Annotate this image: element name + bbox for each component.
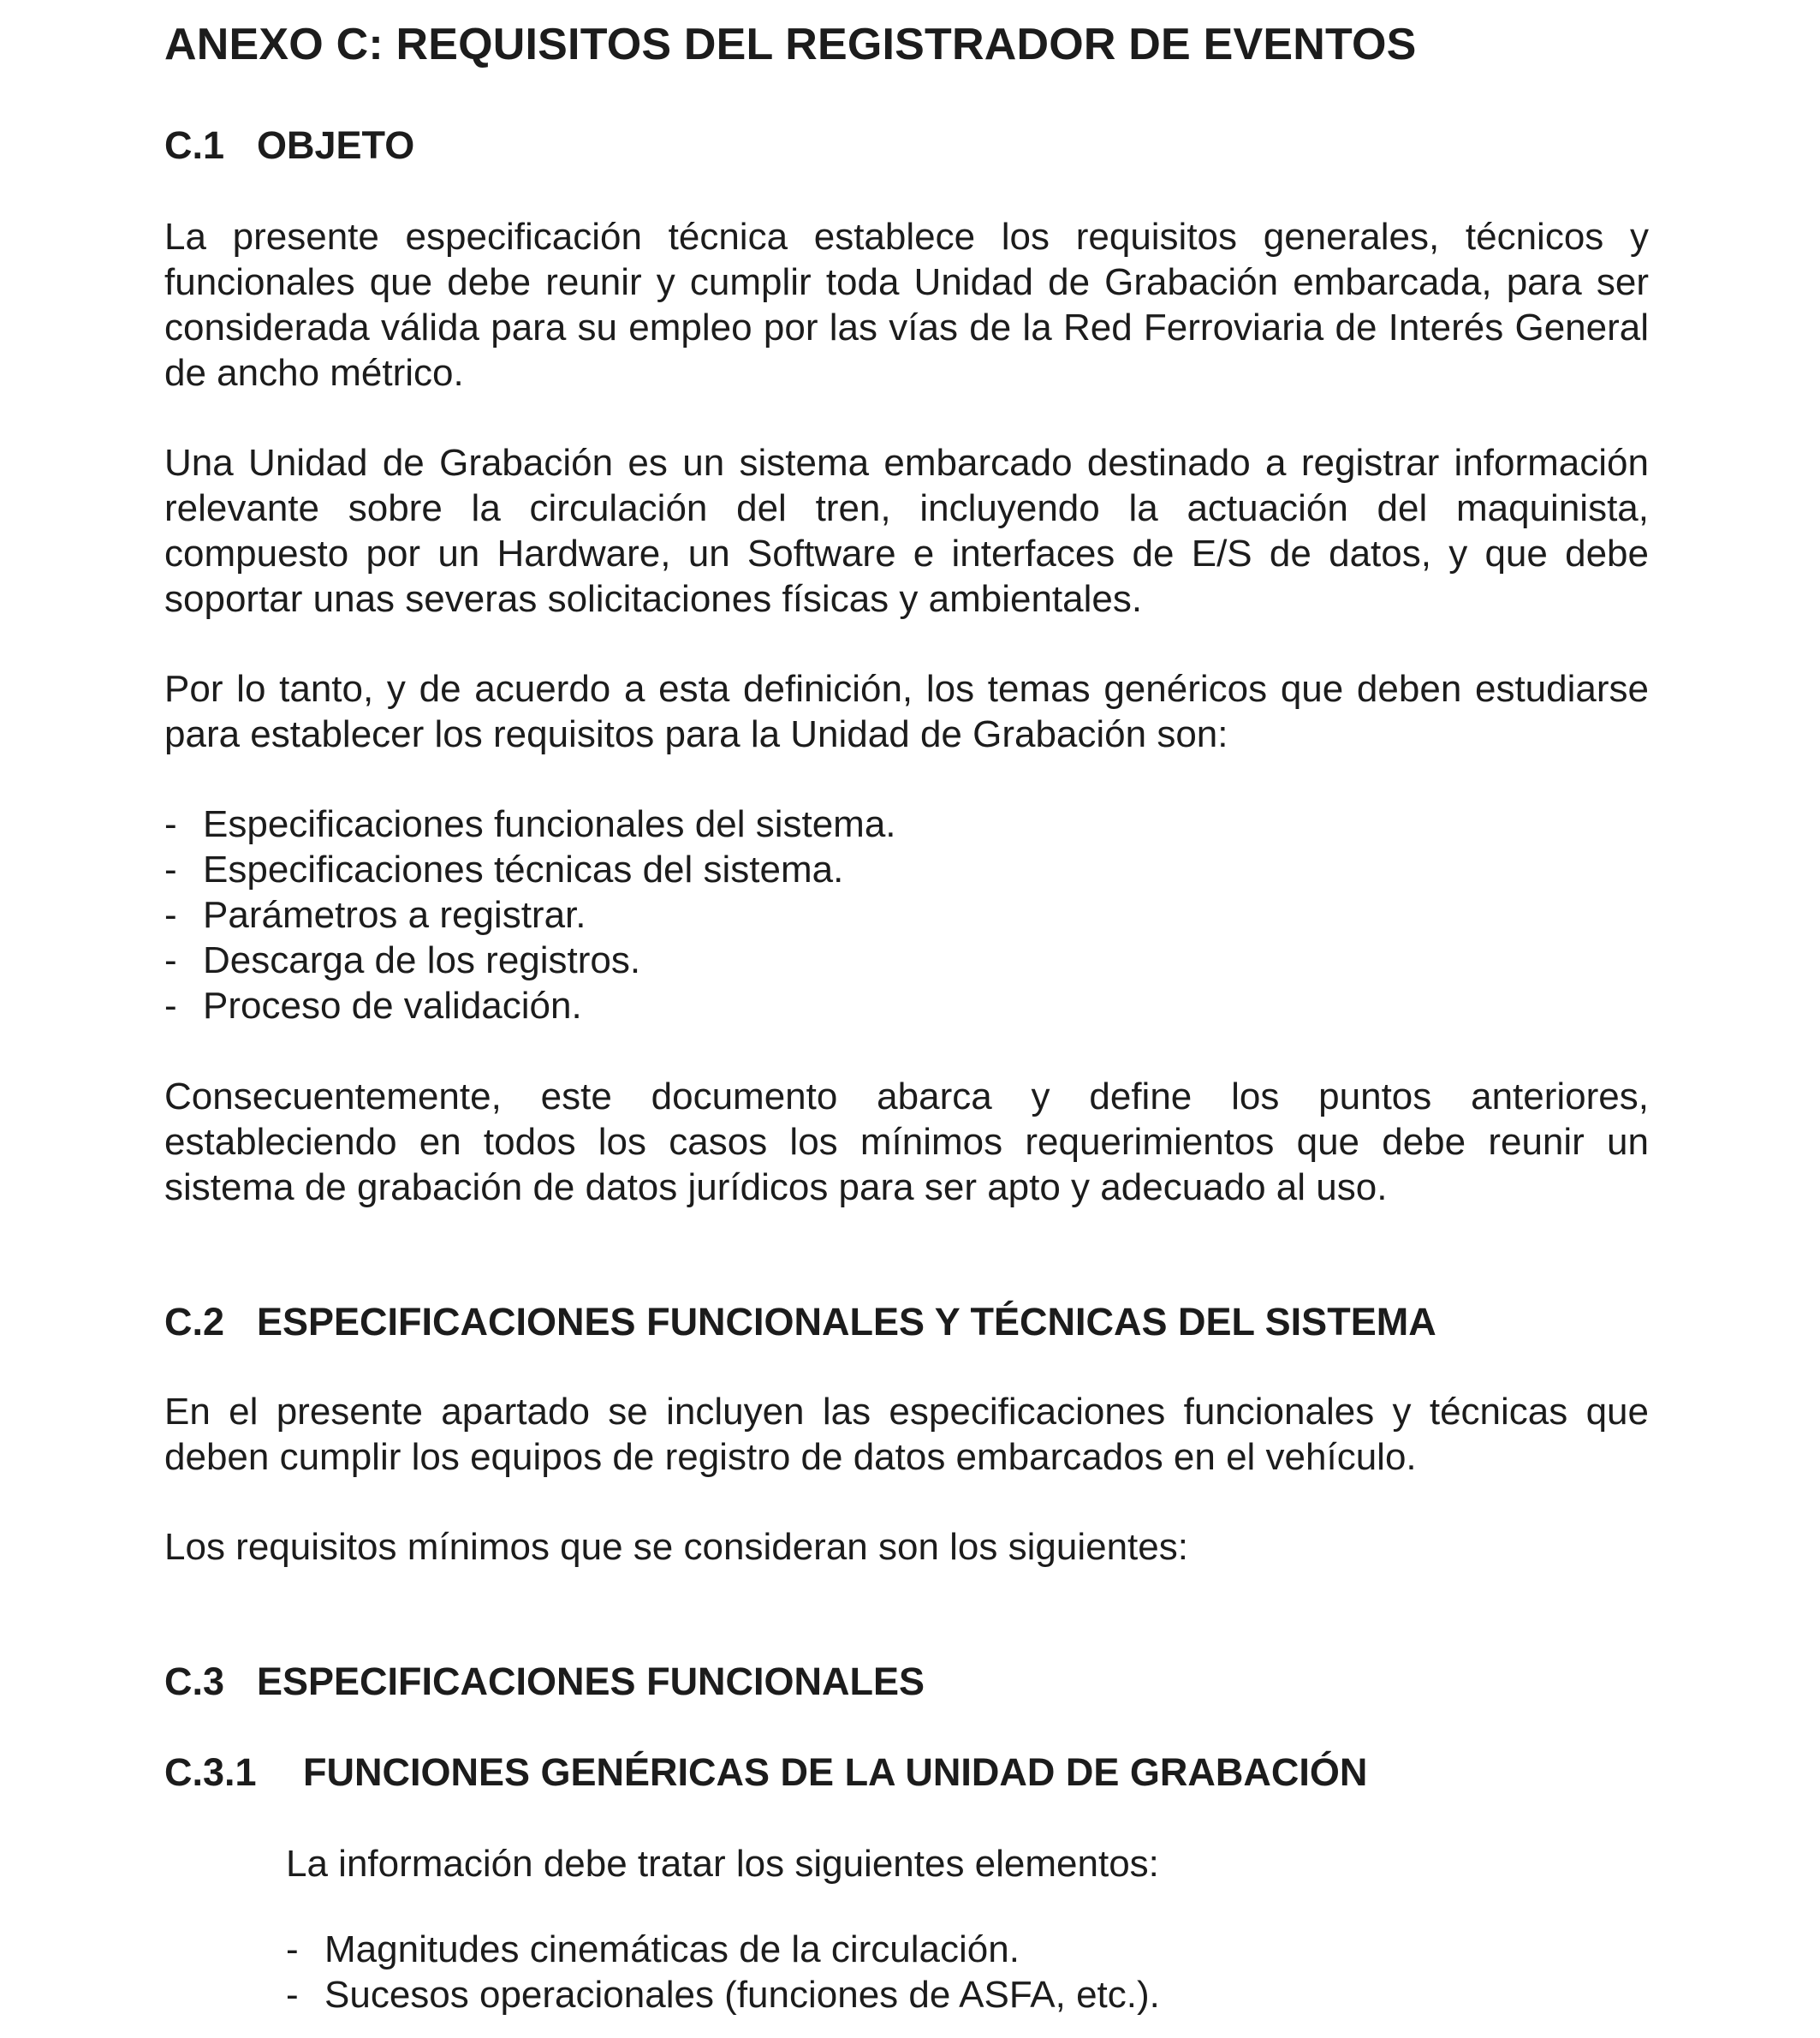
section-number: C.3 xyxy=(164,1660,225,1703)
list-marker: - xyxy=(164,939,177,981)
list-marker: - xyxy=(164,894,177,936)
section-title: FUNCIONES GENÉRICAS DE LA UNIDAD DE GRABACIÓN xyxy=(303,1750,1368,1794)
section-number: C.1 xyxy=(164,123,225,167)
list-item: - Magnitudes cinemáticas de la circulación. xyxy=(286,1928,1020,1970)
paragraph: Una Unidad de Grabación es un sistema embarcado destinado a registrar información relevante sobre la circulación del tren, incluyendo la actuación del maquinista, compuesto por un Hardware, un Software e interfaces de E/S de datos, y que debe soportar unas severas solicitaciones físicas y ambientales. xyxy=(164,442,1649,620)
section-title: ESPECIFICACIONES FUNCIONALES Y TÉCNICAS DEL SISTEMA xyxy=(257,1300,1436,1344)
section-heading-c1 xyxy=(164,120,414,171)
list-item: - Sucesos operacionales (funciones de ASFA, etc.). xyxy=(286,1974,1160,2016)
list-marker: - xyxy=(164,803,177,845)
paragraph: En el presente apartado se incluyen las especificaciones funcionales y técnicas que deben cumplir los equipos de registro de datos embarcados en el vehículo. xyxy=(164,1391,1649,1478)
list-marker: - xyxy=(286,1928,299,1970)
section-heading-c2 xyxy=(164,1296,1436,1348)
subsection-heading-c31 xyxy=(164,1747,1367,1798)
paragraph: La presente especificación técnica establece los requisitos generales, técnicos y funcionales que debe reunir y cumplir toda Unidad de Grabación embarcada, para ser considerada válida para su empleo por las vías de la Red Ferroviaria de Interés General de ancho métrico. xyxy=(164,216,1649,394)
elements-list xyxy=(286,1927,1160,2017)
paragraph: Por lo tanto, y de acuerdo a esta definición, los temas genéricos que deben estudiarse para establecer los requisitos para la Unidad de Grabación son: xyxy=(164,668,1649,755)
section-number: C.3.1 xyxy=(164,1750,257,1794)
list-item: - Especificaciones técnicas del sistema. xyxy=(164,849,844,891)
list-item: - Descarga de los registros. xyxy=(164,939,641,981)
list-marker: - xyxy=(164,985,177,1027)
list-item: - Parámetros a registrar. xyxy=(164,894,586,936)
list-item: - Especificaciones funcionales del sistema. xyxy=(164,803,896,845)
section-title: ESPECIFICACIONES FUNCIONALES xyxy=(257,1660,925,1703)
section-title: OBJETO xyxy=(257,123,415,167)
section-heading-c3 xyxy=(164,1656,925,1707)
annex-title: ANEXO C: REQUISITOS DEL REGISTRADOR DE EVENTOS xyxy=(164,20,1417,69)
paragraph: Consecuentemente, este documento abarca y define los puntos anteriores, estableciendo en todos los casos los mínimos requerimientos que debe reunir un sistema de grabación de datos jurídicos para ser apto y adecuado al uso. xyxy=(164,1076,1649,1208)
paragraph: La información debe tratar los siguientes elementos: xyxy=(286,1843,1159,1885)
section-number: C.2 xyxy=(164,1300,225,1344)
topic-list xyxy=(164,801,896,1028)
list-marker: - xyxy=(286,1974,299,2016)
paragraph: Los requisitos mínimos que se consideran son los siguientes: xyxy=(164,1526,1188,1568)
list-item: - Proceso de validación. xyxy=(164,985,582,1027)
list-marker: - xyxy=(164,849,177,891)
